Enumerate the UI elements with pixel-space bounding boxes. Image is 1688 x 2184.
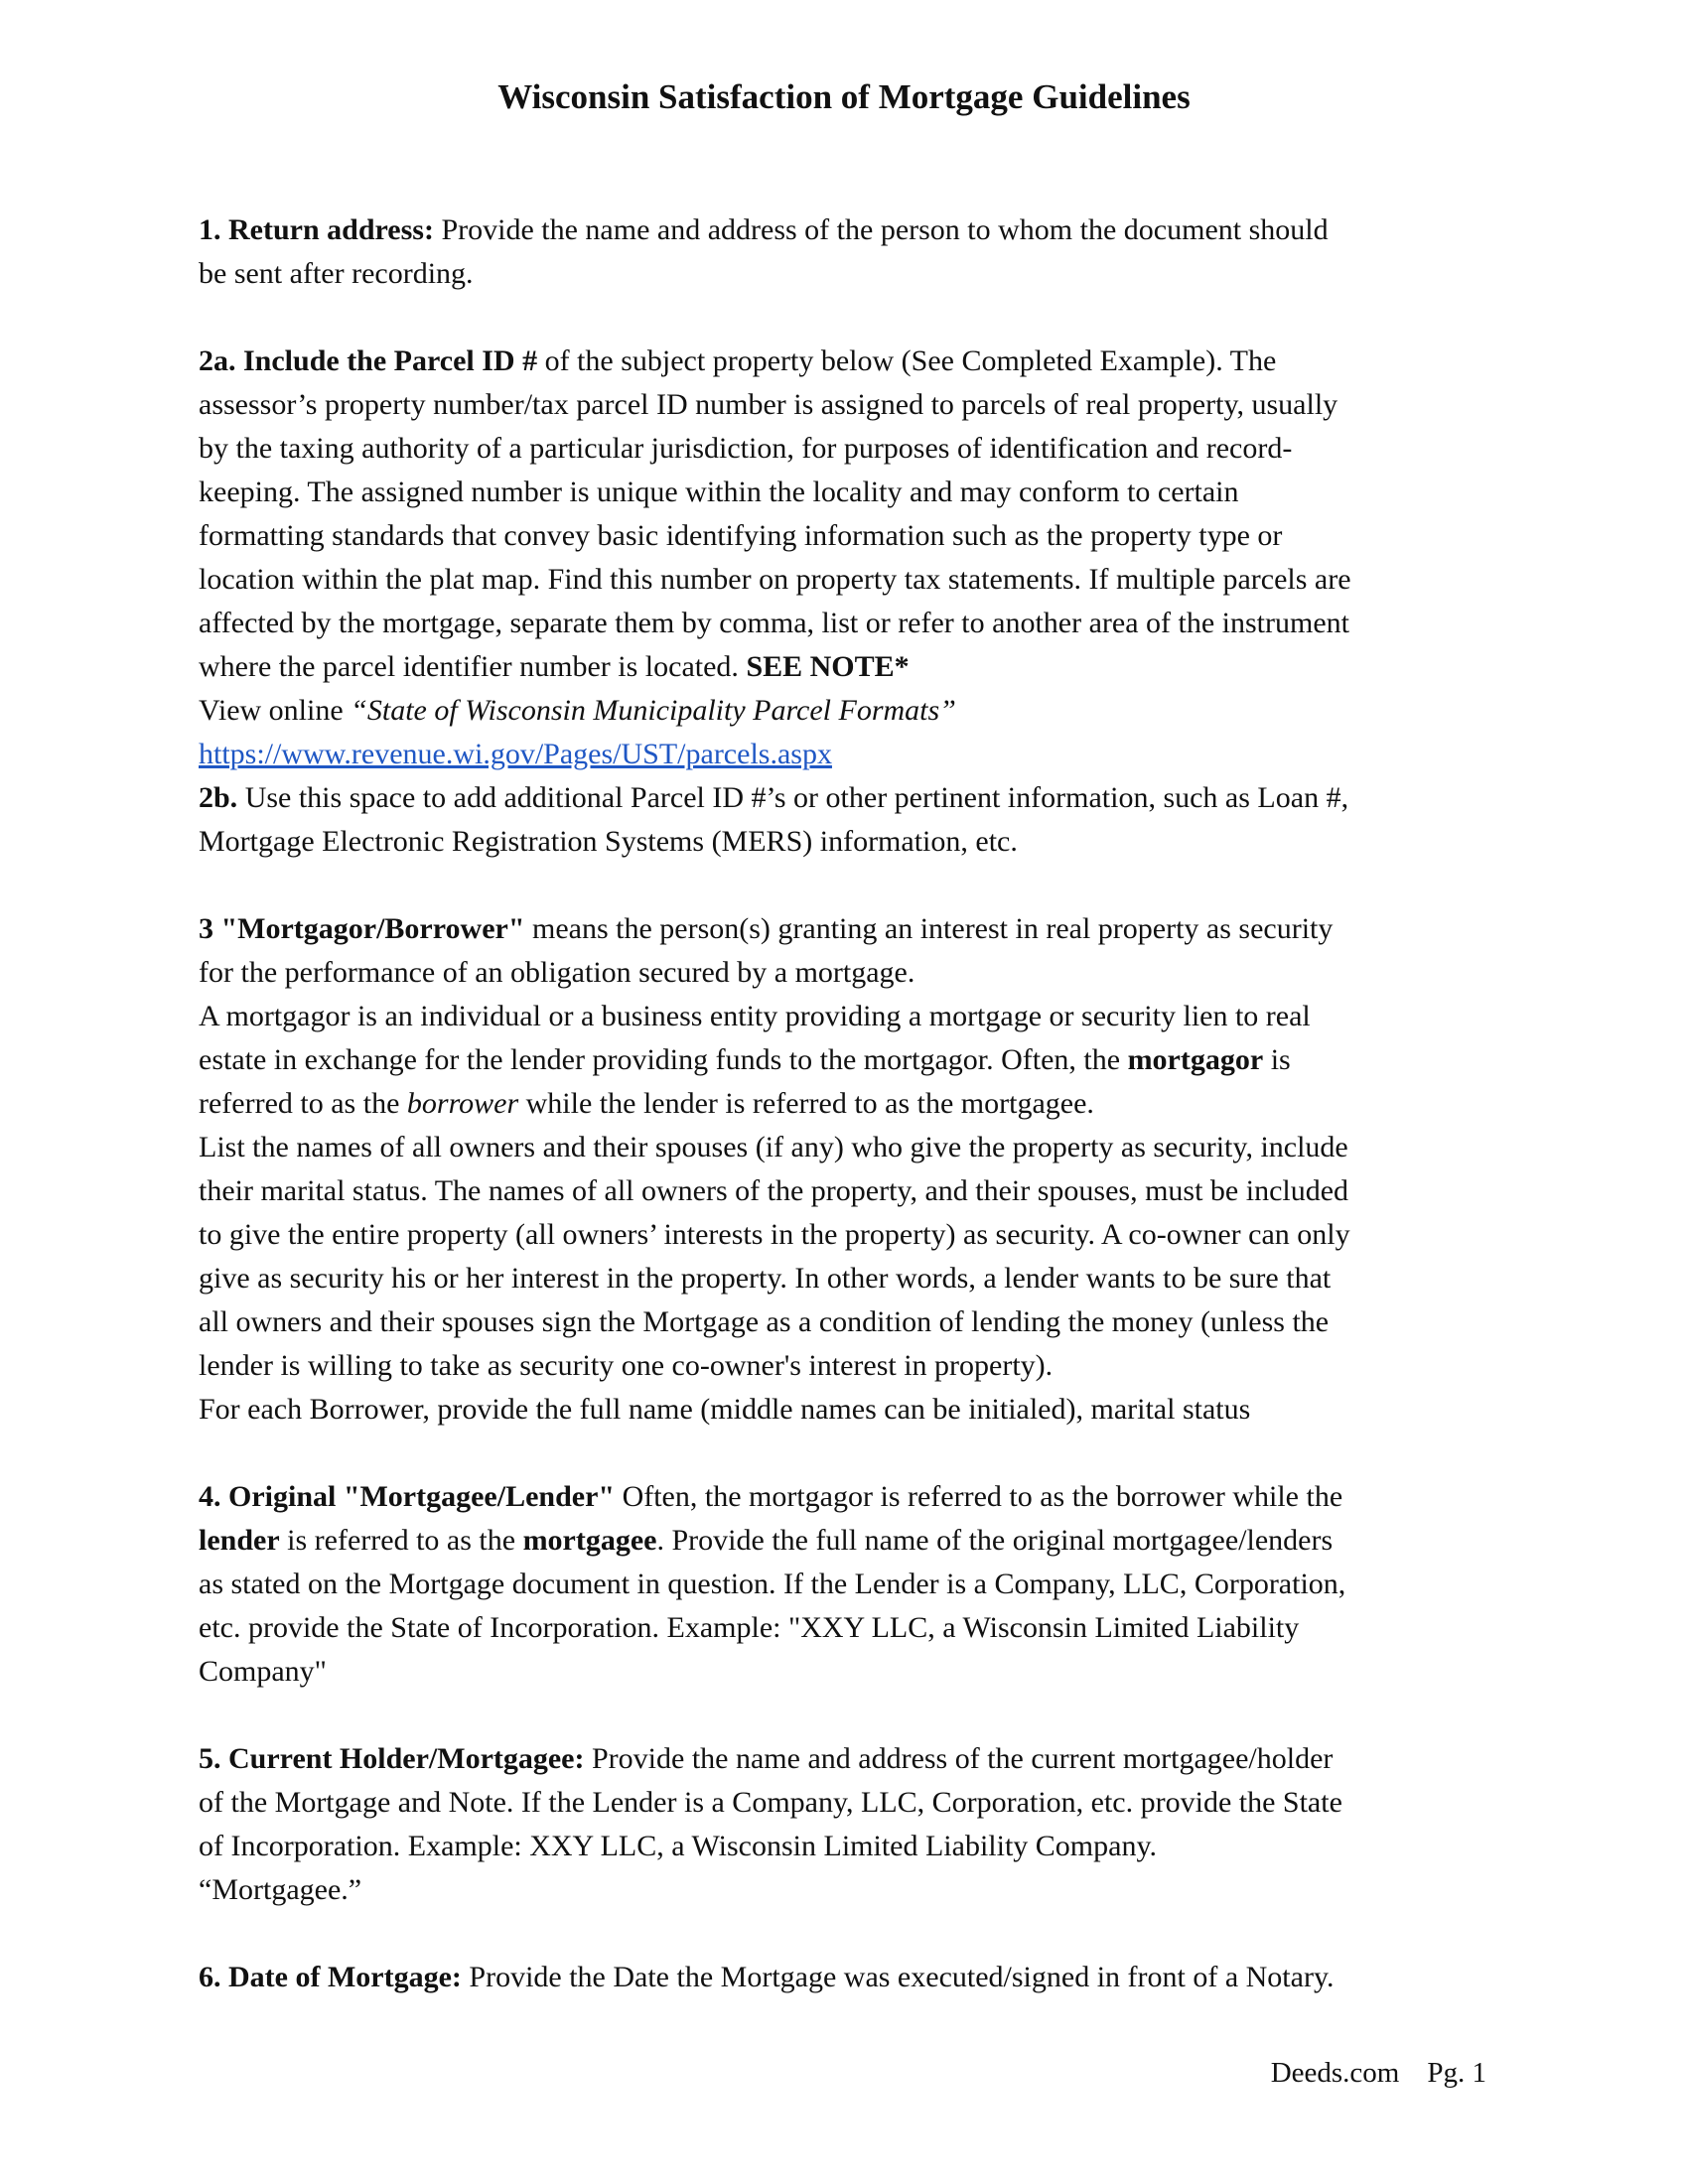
section-label: 6. Date of Mortgage: <box>199 1961 462 1993</box>
parcel-formats-title: “State of Wisconsin Municipality Parcel Formats” <box>351 694 956 727</box>
parcel-formats-link[interactable]: https://www.revenue.wi.gov/Pages/UST/parcels.aspx <box>199 738 832 770</box>
section-mortgagor: 3 "Mortgagor/Borrower" means the person(s) granting an interest in real property as security for the performance of an obligation secured by a mortgage. A mortgagor is an individual or a business entity providing a mortgage or security lien to real estate in exchange for the lender providing funds to the mortgagor. Often, the mortgagor is referred to as the borrower while the lender is referred to as the mortgagee. List the names of all owners and their spouses (if any) who give the property as security, include their marital status. The names of all owners of the property, and their spouses, must be included to give the entire property (all owners’ interests in the property) as security. A co-owner can only give as security his or her interest in the property. In other words, a lender wants to be sure that all owners and their spouses sign the Mortgage as a condition of lending the money (unless the lender is willing to take as security one co-owner's interest in property). For each Borrower, provide the full name (middle names can be initialed), marital status <box>199 912 1350 1426</box>
section-current-holder: 5. Current Holder/Mortgagee: Provide the name and address of the current mortgagee/holder of the Mortgage and Note. If the Lender is a Company, LLC, Corporation, etc. provide the State of Incorporation. Example: XXY LLC, a Wisconsin Limited Liability Company. “Mortgagee.” <box>199 1742 1342 1906</box>
section-label: 1. Return address: <box>199 213 434 246</box>
page-number: Pg. 1 <box>1427 2057 1486 2089</box>
section-label: 5. Current Holder/Mortgagee: <box>199 1742 585 1775</box>
document-body <box>199 208 1509 2043</box>
section-return-address: 1. Return address: Provide the name and address of the person to whom the document should be sent after recording. <box>199 213 1329 290</box>
section-label: 2b. <box>199 781 238 814</box>
page-title: Wisconsin Satisfaction of Mortgage Guidelines <box>497 77 1191 116</box>
see-note-label: SEE NOTE* <box>746 650 910 683</box>
section-date-of-mortgage: 6. Date of Mortgage: Provide the Date the Mortgage was executed/signed in front of a Notary. <box>199 1961 1335 1993</box>
section-label: 4. Original "Mortgagee/Lender" <box>199 1480 616 1513</box>
section-label: 3 "Mortgagor/Borrower" <box>199 912 525 945</box>
section-label: 2a. Include the Parcel ID # <box>199 344 538 377</box>
section-parcel-id: 2a. Include the Parcel ID # of the subject property below (See Completed Example). The assessor’s property number/tax parcel ID number is assigned to parcels of real property, usually by the taxing authority of a particular jurisdiction, for purposes of identification and record- keeping. The assigned number is unique within the locality and may conform to certain formatting standards that convey basic identifying information such as the property type or location within the plat map. Find this number on property tax statements. If multiple parcels are affected by the mortgage, separate them by comma, list or refer to another area of the instrument where the parcel identifier number is located. SEE NOTE* View online “State of Wisconsin Municipality Parcel Formats” https://www.revenue.wi.gov/Pages/UST/parcels.aspx <box>199 344 1351 770</box>
page-footer <box>1271 2053 1486 2093</box>
section-additional-parcels: 2b. Use this space to add additional Parcel ID #’s or other pertinent information, such as Loan #, Mortgage Electronic Registration Systems (MERS) information, etc. <box>199 781 1349 858</box>
footer-site: Deeds.com <box>1270 2057 1400 2089</box>
section-original-mortgagee: 4. Original "Mortgagee/Lender" Often, the mortgagor is referred to as the borrower while the lender is referred to as the mortgagee. Provide the full name of the original mortgagee/lenders as stated on the Mortgage document in question. If the Lender is a Company, LLC, Corporation, etc. provide the State of Incorporation. Example: "XXY LLC, a Wisconsin Limited Liability Company" <box>199 1480 1346 1688</box>
